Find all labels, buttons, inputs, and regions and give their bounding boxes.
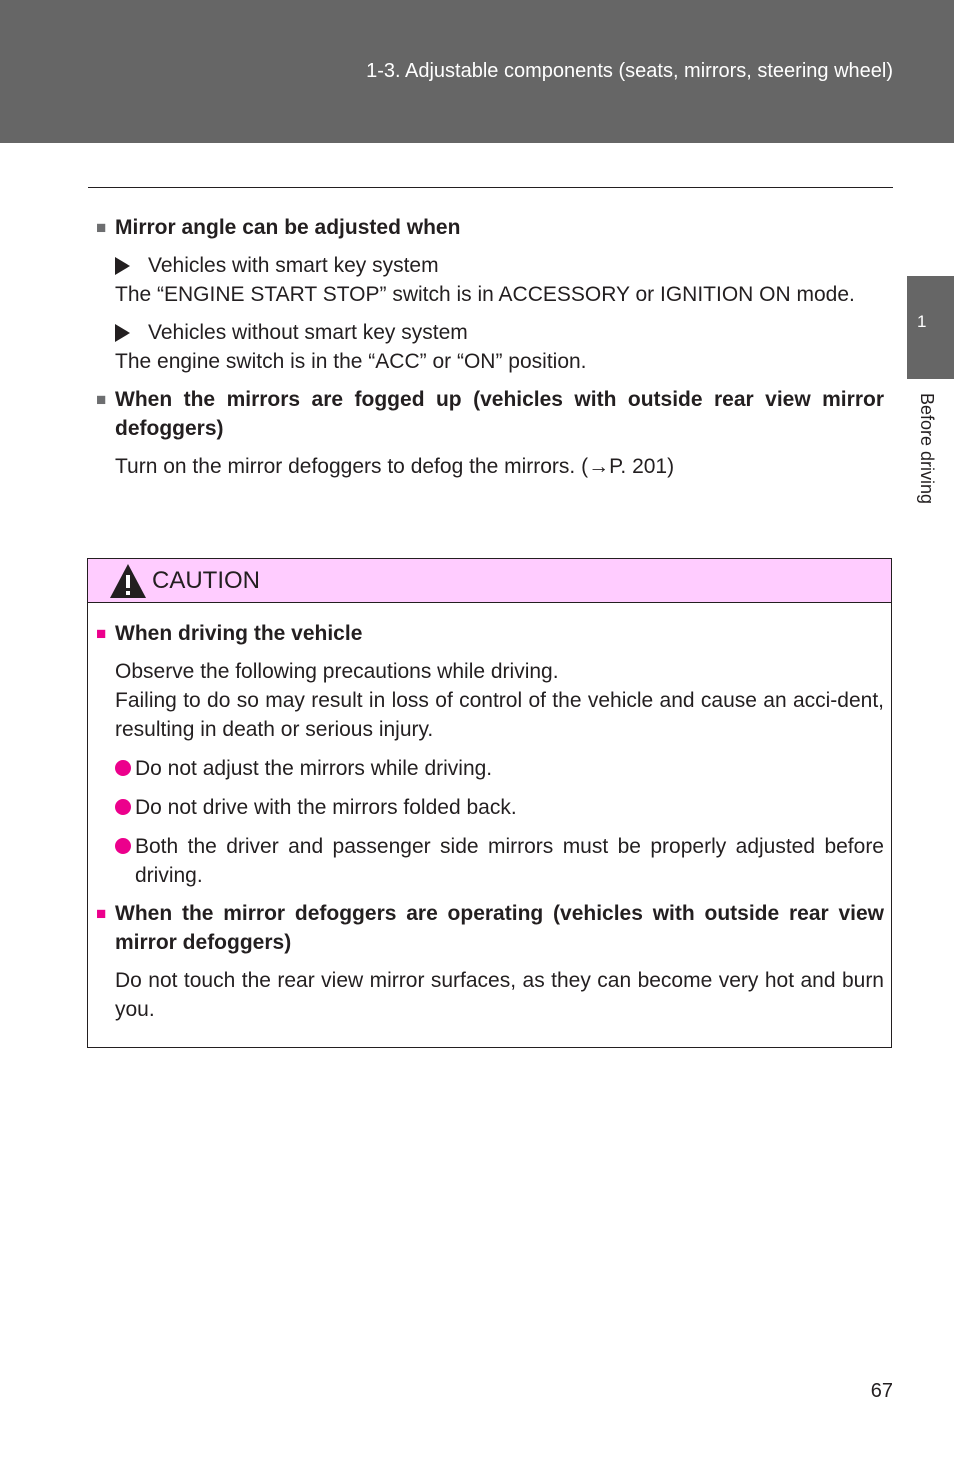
circle-bullet-icon (115, 838, 131, 854)
square-bullet-icon: ■ (96, 904, 107, 923)
triangle-bullet-icon (115, 257, 130, 275)
caution-heading-text: When driving the vehicle (115, 622, 363, 645)
condition-item (96, 251, 884, 280)
caution-text: Do not touch the rear view mirror surfaces, as they can become very hot and burn you. (115, 969, 884, 1021)
warning-icon (108, 561, 148, 601)
circle-bullet-icon (115, 760, 131, 776)
condition-text: The “ENGINE START STOP” switch is in ACCESSORY or IGNITION ON mode. (115, 283, 855, 306)
caution-label: CAUTION (152, 566, 260, 594)
caution-box (87, 558, 892, 1048)
list-item (96, 754, 884, 783)
arrow-icon: → (588, 455, 610, 478)
list-item-text: Do not adjust the mirrors while driving. (135, 757, 493, 780)
caution-heading (96, 619, 884, 648)
section-heading (96, 385, 884, 443)
section-heading-text: Mirror angle can be adjusted when (115, 216, 461, 239)
caution-text: Observe the following precautions while driving. (115, 660, 559, 683)
caution-text: Failing to do so may result in loss of control of the vehicle and cause an acci-dent, resulting in death or serious injury. (115, 689, 884, 741)
condition-item (96, 318, 884, 347)
chapter-tab (907, 276, 954, 379)
square-bullet-icon: ■ (96, 624, 107, 643)
section-heading-text: When the mirrors are fogged up (vehicles with outside rear view mirror defoggers) (115, 388, 884, 440)
section-heading (96, 213, 884, 242)
section-text (96, 452, 884, 481)
list-item-text: Do not drive with the mirrors folded back. (135, 796, 517, 819)
caution-heading-text: When the mirror defoggers are operating (vehicles with outside rear view mirror defoggers) (115, 902, 884, 954)
main-content (96, 213, 884, 481)
list-item (96, 832, 884, 890)
chapter-tab-number: 1 (917, 312, 927, 331)
square-bullet-icon: ■ (96, 218, 107, 237)
triangle-bullet-icon (115, 324, 130, 342)
square-bullet-icon: ■ (96, 390, 107, 409)
list-item-text: Both the driver and passenger side mirrors must be properly adjusted before driving. (135, 835, 884, 887)
condition-text: The engine switch is in the “ACC” or “ON” position. (115, 350, 587, 373)
divider (88, 187, 893, 188)
caution-heading (96, 899, 884, 957)
caution-header (88, 559, 891, 603)
page-reference: P. 201) (609, 455, 675, 478)
caution-body (96, 619, 884, 1024)
section-text-part: Turn on the mirror defoggers to defog the mirrors. ( (115, 455, 589, 478)
list-item (96, 793, 884, 822)
circle-bullet-icon (115, 799, 131, 815)
condition-label: Vehicles without smart key system (148, 321, 468, 344)
condition-label: Vehicles with smart key system (148, 254, 439, 277)
chapter-title: 1-3. Adjustable components (seats, mirrors, steering wheel) (366, 60, 893, 82)
page-header (0, 0, 954, 143)
chapter-tab-label: Before driving (917, 393, 937, 505)
page-number: 67 (870, 1380, 893, 1402)
